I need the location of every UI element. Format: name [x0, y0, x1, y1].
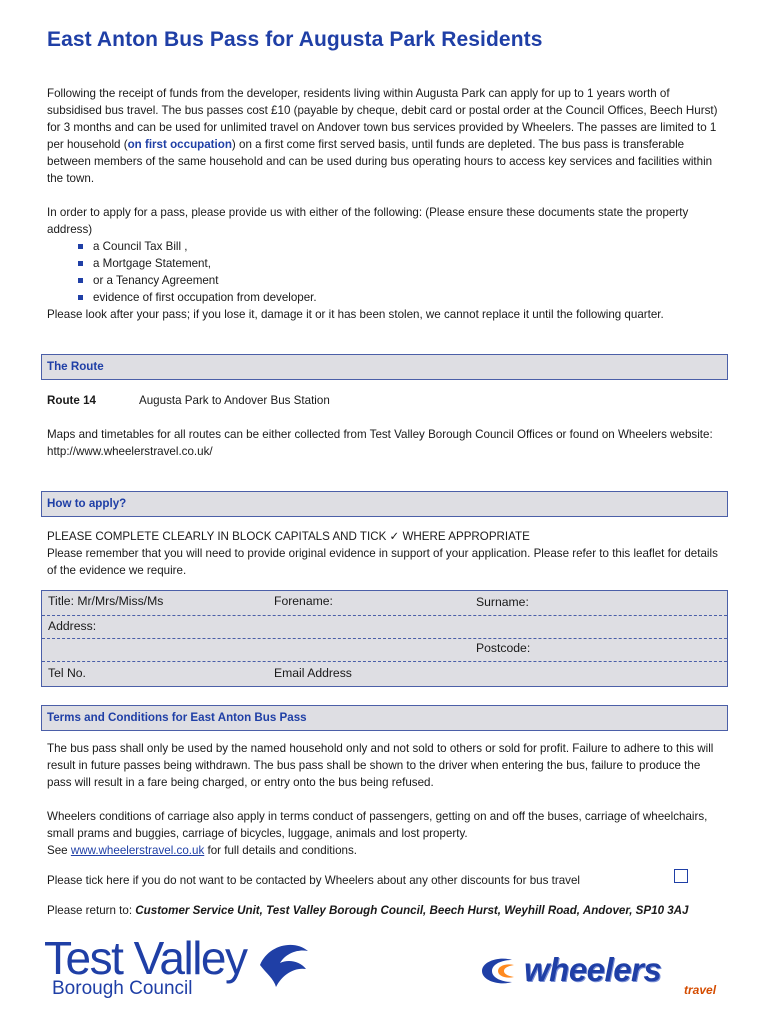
see-link-line: See www.wheelerstravel.co.uk for full details and conditions. — [47, 844, 357, 857]
terms-section-header — [41, 705, 728, 731]
wheelers-swoosh-icon — [478, 954, 522, 988]
block-capitals-instruction: PLEASE COMPLETE CLEARLY IN BLOCK CAPITALS AND TICK ✓ WHERE APPROPRIATE — [47, 530, 530, 543]
wheelers-logo-name: wheelers — [524, 951, 662, 988]
list-item: or a Tenancy Agreement — [76, 272, 317, 289]
address-field[interactable]: Address: — [48, 619, 97, 633]
intro-paragraph: Following the receipt of funds from the developer, residents living within Augusta Park can apply for up to 1 years worth of subsidised bus travel. The bus passes cost £10 (payable by cheque, debit card or postal order at the Council Offices, Beech Hurst) for 3 months and can be used for unlimited travel on Andover town bus services provided by Wheelers. The passes are limited to 1 per household (on first occupation) on a first come first served basis, until funds are depleted. The bus pass is transferable between members of the same household and can be used during bus operating hours to access key services and facilities within the town. — [47, 87, 718, 185]
test-valley-logo — [44, 931, 314, 1006]
route-section-header — [41, 354, 728, 380]
forename-field[interactable]: Forename: — [274, 594, 333, 608]
return-address: Customer Service Unit, Test Valley Borough Council, Beech Hurst, Weyhill Road, Andover, SP10 3AJ — [135, 904, 689, 917]
list-item: a Mortgage Statement, — [76, 255, 317, 272]
no-contact-text: Please tick here if you do not want to be contacted by Wheelers about any other discounts for bus travel — [47, 874, 580, 887]
terms-paragraph-2: Wheelers conditions of carriage also apply in terms conduct of passengers, getting on and off the buses, carriage of wheelchairs, small prams and buggies, carriage of bicycles, luggage, animals and lost property. — [47, 810, 708, 840]
list-item: evidence of first occupation from developer. — [76, 289, 317, 306]
fish-icon — [254, 935, 314, 995]
apply-heading: How to apply? — [47, 497, 127, 510]
route-description: Augusta Park to Andover Bus Station — [139, 394, 330, 407]
first-occupation-highlight: on first occupation — [127, 138, 232, 151]
list-item: a Council Tax Bill , — [76, 238, 317, 255]
terms-paragraph-1: The bus pass shall only be used by the named household only and not sold to others or sold for profit. Failure to adhere to this will result in future passes being withdrawn. The bus pass shall be shown to the driver when entering the bus, failure to produce the pass will result in a fare being charged, or entry onto the bus being refused. — [47, 742, 714, 789]
no-contact-checkbox[interactable] — [674, 869, 688, 883]
wheelers-logo — [478, 950, 728, 1000]
contact-row — [42, 661, 727, 686]
apply-section-header — [41, 491, 728, 517]
tv-logo-sub: Borough Council — [52, 978, 193, 999]
postcode-field[interactable]: Postcode: — [476, 641, 531, 655]
wheelers-link[interactable]: www.wheelerstravel.co.uk — [70, 844, 205, 857]
email-field[interactable]: Email Address — [274, 666, 352, 680]
wheelers-logo-sub: travel — [684, 983, 717, 997]
terms-heading: Terms and Conditions for East Anton Bus Pass — [47, 711, 307, 724]
row-divider — [42, 638, 727, 639]
page-title: East Anton Bus Pass for Augusta Park Residents — [47, 28, 543, 51]
return-address-line: Please return to: Customer Service Unit, Test Valley Borough Council, Beech Hurst, Weyhill Road, Andover, SP10 3AJ — [47, 904, 689, 917]
tv-logo-name: Test Valley — [44, 932, 247, 984]
route-heading: The Route — [47, 360, 104, 373]
name-row — [42, 591, 727, 615]
tel-field[interactable]: Tel No. — [48, 666, 86, 680]
route-number: Route 14 — [47, 394, 96, 407]
title-field[interactable]: Title: Mr/Mrs/Miss/Ms — [48, 594, 164, 608]
surname-field[interactable]: Surname: — [476, 595, 529, 609]
maps-timetables-text: Maps and timetables for all routes can be either collected from Test Valley Borough Council Offices or found on Wheelers website: http://www.wheelerstravel.co.uk/ — [47, 428, 713, 458]
apply-docs-lead: In order to apply for a pass, please provide us with either of the following: (Please ensure these documents state the property address) — [47, 206, 689, 236]
lost-pass-warning: Please look after your pass; if you lose it, damage it or it has been stolen, we cannot replace it until the following quarter. — [47, 308, 664, 321]
application-form — [41, 590, 728, 687]
document-list — [76, 238, 317, 306]
evidence-note: Please remember that you will need to provide original evidence in support of your application. Please refer to this leaflet for details of the evidence we require. — [47, 547, 718, 577]
